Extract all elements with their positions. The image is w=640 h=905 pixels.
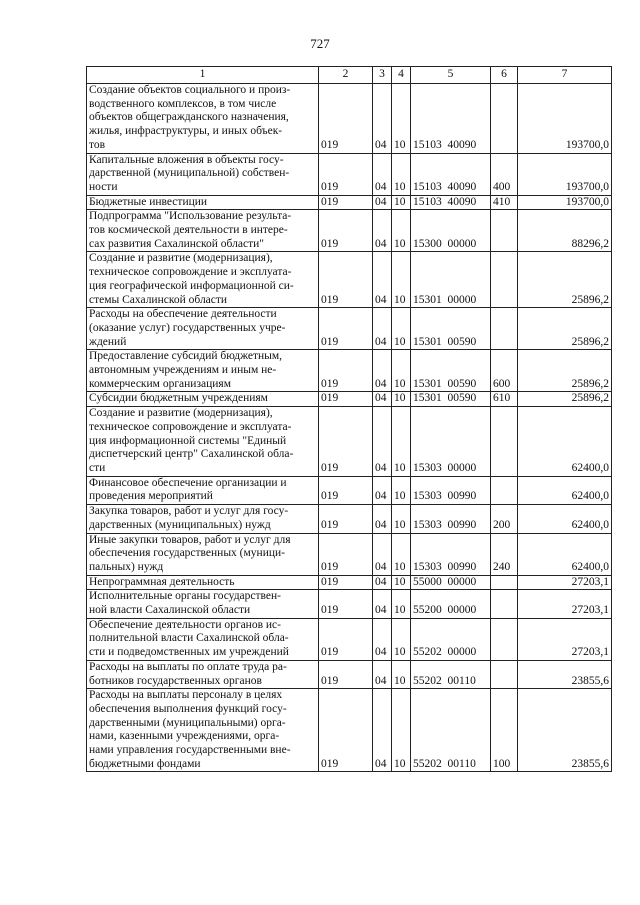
- section-cell: 04: [373, 210, 392, 252]
- subsection-cell: 10: [392, 350, 411, 392]
- amount-cell: 27203,1: [518, 618, 612, 660]
- page-number: 727: [310, 36, 330, 51]
- expense-type-cell: [491, 210, 518, 252]
- subsection-cell: 10: [392, 392, 411, 407]
- admin-code-cell: 019: [319, 153, 373, 195]
- expense-type-cell: 610: [491, 392, 518, 407]
- admin-code-cell: 019: [319, 350, 373, 392]
- table-row: [87, 660, 612, 688]
- row-name-cell: Иные закупки товаров, работ и услуг для обеспечения государственных (муници- пальных) нужд: [87, 533, 319, 575]
- table-row: [87, 618, 612, 660]
- column-header-6: 6: [491, 67, 518, 84]
- column-header-3: 3: [373, 67, 392, 84]
- amount-cell: 25896,2: [518, 308, 612, 350]
- subsection-cell: 10: [392, 407, 411, 477]
- section-cell: 04: [373, 660, 392, 688]
- table-row: [87, 407, 612, 477]
- amount-cell: 88296,2: [518, 210, 612, 252]
- amount-cell: 193700,0: [518, 84, 612, 154]
- target-article-cell: 55202 00000: [411, 618, 491, 660]
- target-article-cell: 15303 00990: [411, 505, 491, 533]
- section-cell: 04: [373, 476, 392, 504]
- row-name-cell: Расходы на выплаты персоналу в целях обеспечения выполнения функций госу- дарственными (муниципальными) орга- нами, казенными учреждениями, орга- нами управления государственными вне- бюджетными фондами: [87, 689, 319, 772]
- table-row: [87, 392, 612, 407]
- admin-code-cell: 019: [319, 590, 373, 618]
- expense-type-cell: [491, 618, 518, 660]
- table-row: [87, 153, 612, 195]
- amount-cell: 27203,1: [518, 575, 612, 590]
- subsection-cell: 10: [392, 660, 411, 688]
- amount-cell: 193700,0: [518, 195, 612, 210]
- column-header-5: 5: [411, 67, 491, 84]
- admin-code-cell: 019: [319, 392, 373, 407]
- subsection-cell: 10: [392, 476, 411, 504]
- section-cell: 04: [373, 575, 392, 590]
- subsection-cell: 10: [392, 195, 411, 210]
- admin-code-cell: 019: [319, 308, 373, 350]
- table-header: [87, 67, 612, 84]
- table-row: [87, 533, 612, 575]
- section-cell: 04: [373, 84, 392, 154]
- admin-code-cell: 019: [319, 195, 373, 210]
- target-article-cell: 15303 00990: [411, 476, 491, 504]
- section-cell: 04: [373, 533, 392, 575]
- column-header-7: 7: [518, 67, 612, 84]
- column-header-2: 2: [319, 67, 373, 84]
- column-header-1: 1: [87, 67, 319, 84]
- section-cell: 04: [373, 392, 392, 407]
- target-article-cell: 55200 00000: [411, 590, 491, 618]
- expense-type-cell: [491, 660, 518, 688]
- row-name-cell: Создание и развитие (модернизация), техническое сопровождение и эксплуата- ция информационной системы "Единый диспетчерский центр" Сахалинской обла- сти: [87, 407, 319, 477]
- target-article-cell: 15303 00990: [411, 533, 491, 575]
- subsection-cell: 10: [392, 505, 411, 533]
- expense-type-cell: 400: [491, 153, 518, 195]
- subsection-cell: 10: [392, 153, 411, 195]
- amount-cell: 25896,2: [518, 350, 612, 392]
- admin-code-cell: 019: [319, 575, 373, 590]
- amount-cell: 193700,0: [518, 153, 612, 195]
- table-row: [87, 689, 612, 772]
- admin-code-cell: 019: [319, 84, 373, 154]
- admin-code-cell: 019: [319, 407, 373, 477]
- expense-type-cell: [491, 308, 518, 350]
- section-cell: 04: [373, 153, 392, 195]
- admin-code-cell: 019: [319, 533, 373, 575]
- subsection-cell: 10: [392, 575, 411, 590]
- section-cell: 04: [373, 407, 392, 477]
- target-article-cell: 15301 00000: [411, 252, 491, 308]
- expense-type-cell: [491, 407, 518, 477]
- row-name-cell: Бюджетные инвестиции: [87, 195, 319, 210]
- table-row: [87, 575, 612, 590]
- target-article-cell: 15103 40090: [411, 153, 491, 195]
- expense-type-cell: [491, 590, 518, 618]
- table-row: [87, 350, 612, 392]
- expense-type-cell: 100: [491, 689, 518, 772]
- subsection-cell: 10: [392, 84, 411, 154]
- amount-cell: 62400,0: [518, 407, 612, 477]
- expense-type-cell: 600: [491, 350, 518, 392]
- admin-code-cell: 019: [319, 210, 373, 252]
- target-article-cell: 15301 00590: [411, 392, 491, 407]
- row-name-cell: Исполнительные органы государствен- ной власти Сахалинской области: [87, 590, 319, 618]
- budget-table: [86, 66, 612, 772]
- section-cell: 04: [373, 308, 392, 350]
- amount-cell: 25896,2: [518, 252, 612, 308]
- target-article-cell: 55202 00110: [411, 689, 491, 772]
- target-article-cell: 15301 00590: [411, 308, 491, 350]
- expense-type-cell: [491, 252, 518, 308]
- row-name-cell: Создание объектов социального и произ- водственного комплексов, в том числе объектов общегражданского назначения, жилья, инфраструктуры, и иных объек- тов: [87, 84, 319, 154]
- admin-code-cell: 019: [319, 660, 373, 688]
- section-cell: 04: [373, 618, 392, 660]
- expense-type-cell: [491, 84, 518, 154]
- target-article-cell: 15103 40090: [411, 195, 491, 210]
- row-name-cell: Расходы на выплаты по оплате труда ра- ботников государственных органов: [87, 660, 319, 688]
- admin-code-cell: 019: [319, 618, 373, 660]
- subsection-cell: 10: [392, 533, 411, 575]
- subsection-cell: 10: [392, 252, 411, 308]
- subsection-cell: 10: [392, 590, 411, 618]
- table-row: [87, 308, 612, 350]
- amount-cell: 25896,2: [518, 392, 612, 407]
- table-row: [87, 210, 612, 252]
- table-row: [87, 252, 612, 308]
- section-cell: 04: [373, 195, 392, 210]
- row-name-cell: Обеспечение деятельности органов ис- полнительной власти Сахалинской обла- сти и подведомственных им учреждений: [87, 618, 319, 660]
- admin-code-cell: 019: [319, 252, 373, 308]
- admin-code-cell: 019: [319, 476, 373, 504]
- expense-type-cell: 240: [491, 533, 518, 575]
- row-name-cell: Капитальные вложения в объекты госу- дарственной (муниципальной) собствен- ности: [87, 153, 319, 195]
- row-name-cell: Создание и развитие (модернизация), техническое сопровождение и эксплуата- ция географической информационной си- стемы Сахалинской области: [87, 252, 319, 308]
- table-row: [87, 590, 612, 618]
- section-cell: 04: [373, 505, 392, 533]
- table-row: [87, 195, 612, 210]
- target-article-cell: 15303 00000: [411, 407, 491, 477]
- table-row: [87, 476, 612, 504]
- row-name-cell: Предоставление субсидий бюджетным, автономным учреждениям и иным не- коммерческим организациям: [87, 350, 319, 392]
- row-name-cell: Расходы на обеспечение деятельности (оказание услуг) государственных учре- ждений: [87, 308, 319, 350]
- amount-cell: 23855,6: [518, 660, 612, 688]
- admin-code-cell: 019: [319, 689, 373, 772]
- section-cell: 04: [373, 350, 392, 392]
- expense-type-cell: [491, 476, 518, 504]
- target-article-cell: 55202 00110: [411, 660, 491, 688]
- target-article-cell: 15300 00000: [411, 210, 491, 252]
- expense-type-cell: [491, 575, 518, 590]
- row-name-cell: Финансовое обеспечение организации и проведения мероприятий: [87, 476, 319, 504]
- amount-cell: 62400,0: [518, 476, 612, 504]
- admin-code-cell: 019: [319, 505, 373, 533]
- subsection-cell: 10: [392, 618, 411, 660]
- column-header-4: 4: [392, 67, 411, 84]
- row-name-cell: Субсидии бюджетным учреждениям: [87, 392, 319, 407]
- table-body: [87, 84, 612, 772]
- table-row: [87, 505, 612, 533]
- header-row: [87, 67, 612, 84]
- subsection-cell: 10: [392, 210, 411, 252]
- section-cell: 04: [373, 590, 392, 618]
- expense-type-cell: 200: [491, 505, 518, 533]
- subsection-cell: 10: [392, 689, 411, 772]
- table-row: [87, 84, 612, 154]
- target-article-cell: 55000 00000: [411, 575, 491, 590]
- row-name-cell: Подпрограмма "Использование результа- тов космической деятельности в интере- сах развития Сахалинской области": [87, 210, 319, 252]
- amount-cell: 62400,0: [518, 505, 612, 533]
- expense-type-cell: 410: [491, 195, 518, 210]
- amount-cell: 62400,0: [518, 533, 612, 575]
- amount-cell: 27203,1: [518, 590, 612, 618]
- row-name-cell: Закупка товаров, работ и услуг для госу- дарственных (муниципальных) нужд: [87, 505, 319, 533]
- section-cell: 04: [373, 689, 392, 772]
- subsection-cell: 10: [392, 308, 411, 350]
- amount-cell: 23855,6: [518, 689, 612, 772]
- section-cell: 04: [373, 252, 392, 308]
- target-article-cell: 15103 40090: [411, 84, 491, 154]
- target-article-cell: 15301 00590: [411, 350, 491, 392]
- row-name-cell: Непрограммная деятельность: [87, 575, 319, 590]
